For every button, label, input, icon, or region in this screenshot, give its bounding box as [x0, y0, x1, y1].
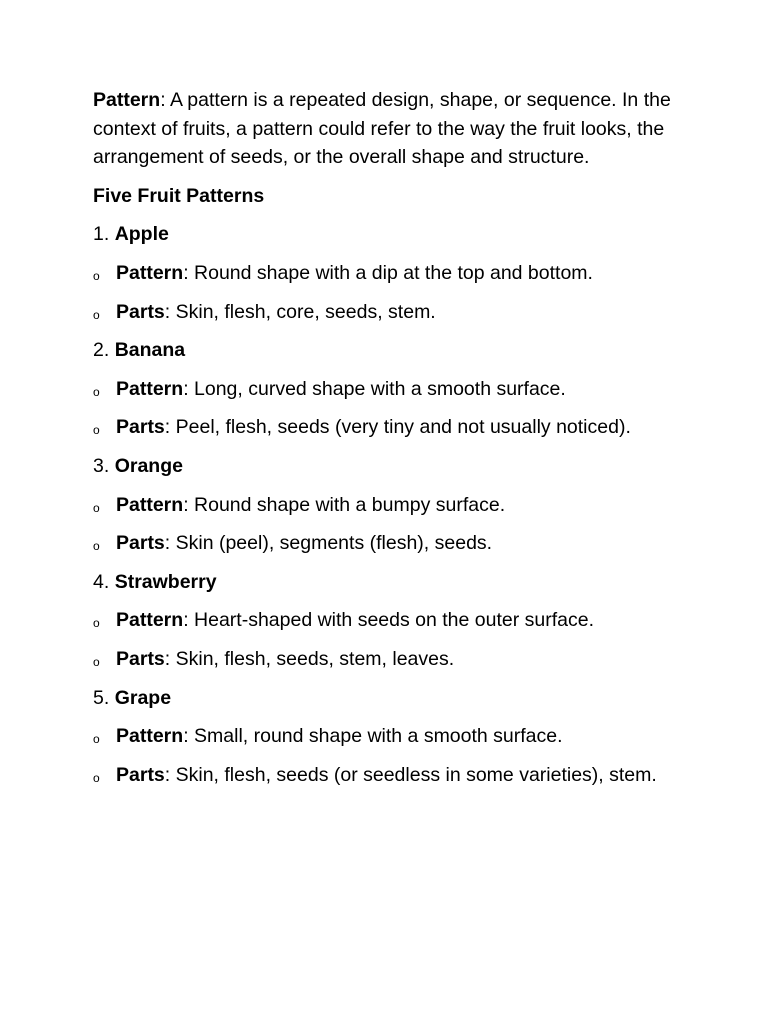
fruit-heading — [93, 220, 683, 249]
pattern-label: Pattern — [116, 609, 184, 632]
intro-text: : A pattern is a repeated design, shape, or sequence. In the context of fruits, a pattern could refer to the way the fruit looks, the arrangement of seeds, or the overall shape and structure. — [93, 89, 671, 169]
pattern-label: Pattern — [116, 493, 184, 516]
fruit-name: Banana — [114, 339, 186, 362]
bullet-marker-icon: o — [93, 423, 100, 438]
fruit-number: 5. — [93, 686, 110, 709]
fruit-parts-bullet — [93, 529, 683, 558]
fruit-parts-bullet — [93, 298, 683, 327]
fruit-parts-bullet — [93, 645, 683, 674]
fruit-number: 1. — [93, 223, 110, 246]
parts-label: Parts — [116, 763, 165, 786]
parts-label: Parts — [116, 647, 165, 670]
fruit-item — [93, 336, 683, 442]
intro-paragraph — [93, 86, 683, 172]
fruit-item — [93, 452, 683, 558]
fruit-parts-bullet — [93, 413, 683, 442]
fruit-name: Strawberry — [114, 570, 217, 593]
parts-label: Parts — [116, 532, 165, 555]
fruit-item — [93, 568, 683, 674]
fruit-name: Grape — [114, 686, 172, 709]
parts-text: : Peel, flesh, seeds (very tiny and not usually noticed). — [164, 416, 631, 439]
bullet-marker-icon: o — [93, 307, 100, 322]
fruit-number: 2. — [93, 339, 110, 362]
fruit-heading — [93, 452, 683, 481]
fruit-number: 3. — [93, 454, 110, 477]
pattern-label: Pattern — [116, 261, 184, 284]
fruit-heading — [93, 568, 683, 597]
intro-term: Pattern — [93, 89, 161, 111]
fruit-heading — [93, 336, 683, 365]
section-title: Five Fruit Patterns — [93, 184, 265, 207]
pattern-label: Pattern — [116, 725, 184, 748]
pattern-label: Pattern — [116, 377, 184, 400]
fruit-list — [93, 220, 683, 789]
fruit-pattern-bullet — [93, 259, 683, 288]
pattern-text: : Heart-shaped with seeds on the outer surface. — [183, 609, 595, 632]
fruit-pattern-bullet — [93, 606, 683, 635]
fruit-pattern-bullet — [93, 375, 683, 404]
fruit-pattern-bullet — [93, 722, 683, 751]
document-page — [93, 86, 683, 799]
bullet-marker-icon: o — [93, 770, 100, 785]
fruit-pattern-bullet — [93, 491, 683, 520]
fruit-number: 4. — [93, 570, 110, 593]
parts-text: : Skin, flesh, seeds, stem, leaves. — [164, 647, 455, 670]
pattern-text: : Small, round shape with a smooth surface. — [183, 725, 563, 748]
fruit-name: Apple — [114, 223, 169, 246]
fruit-parts-bullet — [93, 761, 683, 790]
fruit-heading — [93, 684, 683, 713]
parts-label: Parts — [116, 300, 165, 323]
bullet-marker-icon: o — [93, 268, 100, 283]
parts-text: : Skin, flesh, seeds (or seedless in some varieties), stem. — [164, 763, 657, 786]
bullet-marker-icon: o — [93, 384, 100, 399]
bullet-marker-icon: o — [93, 654, 100, 669]
fruit-item — [93, 220, 683, 326]
pattern-text: : Round shape with a bumpy surface. — [183, 493, 506, 516]
bullet-marker-icon: o — [93, 616, 100, 631]
fruit-name: Orange — [114, 454, 183, 477]
bullet-marker-icon: o — [93, 539, 100, 554]
fruit-item — [93, 684, 683, 790]
parts-label: Parts — [116, 416, 165, 439]
parts-text: : Skin, flesh, core, seeds, stem. — [164, 300, 436, 323]
bullet-marker-icon: o — [93, 732, 100, 747]
pattern-text: : Round shape with a dip at the top and bottom. — [183, 261, 593, 284]
bullet-marker-icon: o — [93, 500, 100, 515]
parts-text: : Skin (peel), segments (flesh), seeds. — [164, 532, 493, 555]
pattern-text: : Long, curved shape with a smooth surface. — [183, 377, 566, 400]
